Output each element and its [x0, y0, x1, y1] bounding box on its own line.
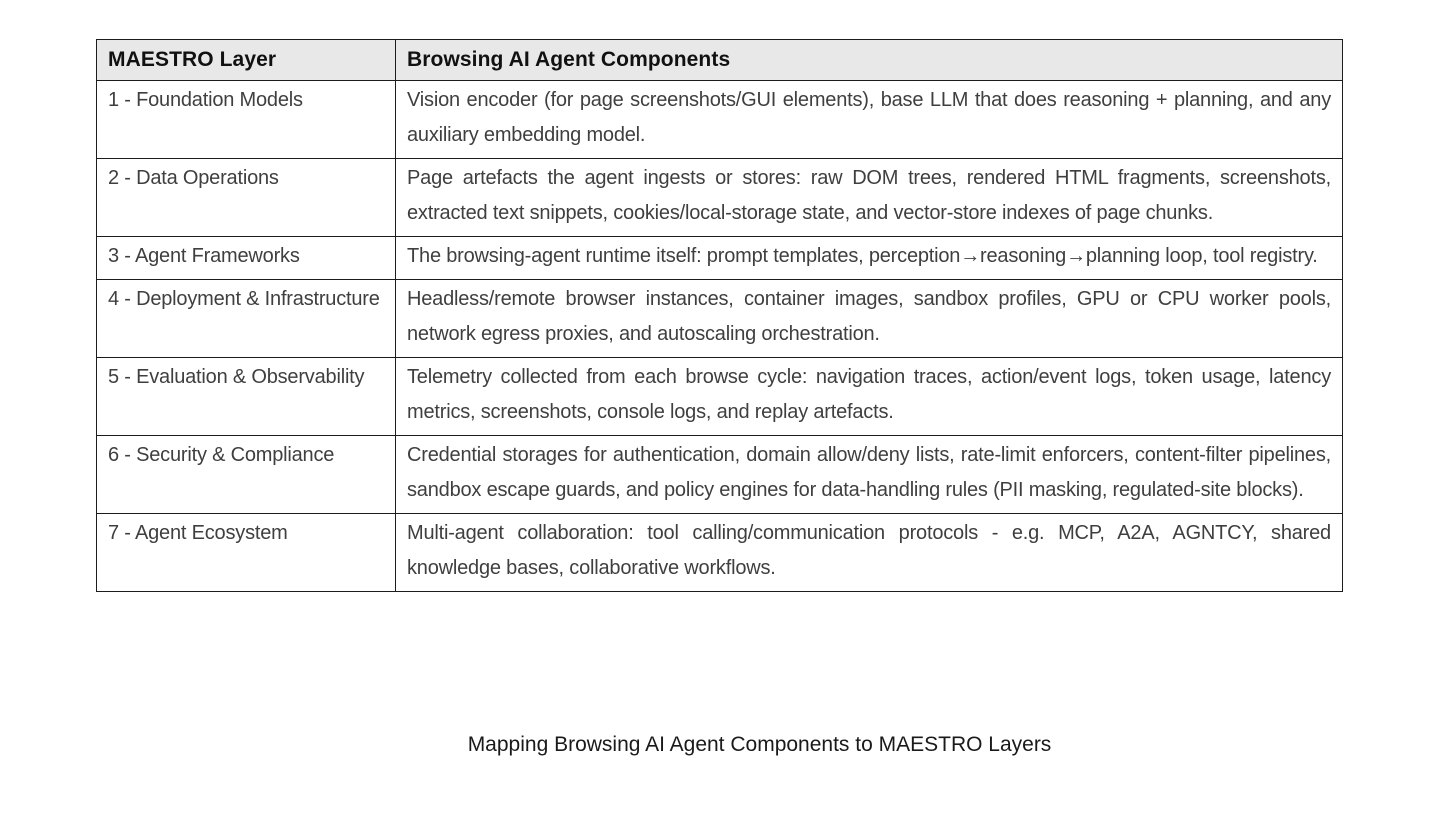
table-row — [97, 280, 1343, 358]
table-row — [97, 358, 1343, 436]
layer-cell: 6 - Security & Compliance — [97, 436, 396, 514]
components-cell: The browsing-agent runtime itself: prompt templates, perception→reasoning→planning loop, tool registry. — [396, 237, 1343, 280]
components-cell: Telemetry collected from each browse cycle: navigation traces, action/event logs, token usage, latency metrics, screenshots, console logs, and replay artefacts. — [396, 358, 1343, 436]
table-row — [97, 436, 1343, 514]
table-row — [97, 514, 1343, 592]
components-cell: Vision encoder (for page screenshots/GUI elements), base LLM that does reasoning + planning, and any auxiliary embedding model. — [396, 81, 1343, 159]
table-caption: Mapping Browsing AI Agent Components to MAESTRO Layers — [467, 733, 1052, 756]
layer-cell: 2 - Data Operations — [97, 159, 396, 237]
table-row — [97, 237, 1343, 280]
table-body — [97, 81, 1343, 592]
layer-cell: 4 - Deployment & Infrastructure — [97, 280, 396, 358]
table-row — [97, 81, 1343, 159]
layer-cell: 3 - Agent Frameworks — [97, 237, 396, 280]
layer-cell: 5 - Evaluation & Observability — [97, 358, 396, 436]
column-header-maestro-layer: MAESTRO Layer — [97, 40, 396, 81]
table-row — [97, 159, 1343, 237]
components-cell: Credential storages for authentication, domain allow/deny lists, rate-limit enforcers, content-filter pipelines, sandbox escape guards, and policy engines for data-handling rules (PII masking, regulated-site blocks). — [396, 436, 1343, 514]
maestro-mapping-table — [96, 39, 1343, 592]
column-header-agent-components: Browsing AI Agent Components — [396, 40, 1343, 81]
components-cell: Headless/remote browser instances, container images, sandbox profiles, GPU or CPU worker pools, network egress proxies, and autoscaling orchestration. — [396, 280, 1343, 358]
layer-cell: 7 - Agent Ecosystem — [97, 514, 396, 592]
components-cell: Page artefacts the agent ingests or stores: raw DOM trees, rendered HTML fragments, screenshots, extracted text snippets, cookies/local-storage state, and vector-store indexes of page chunks. — [396, 159, 1343, 237]
layer-cell: 1 - Foundation Models — [97, 81, 396, 159]
components-cell: Multi-agent collaboration: tool calling/communication protocols - e.g. MCP, A2A, AGNTCY, shared knowledge bases, collaborative workflows. — [396, 514, 1343, 592]
header-row — [97, 40, 1343, 81]
